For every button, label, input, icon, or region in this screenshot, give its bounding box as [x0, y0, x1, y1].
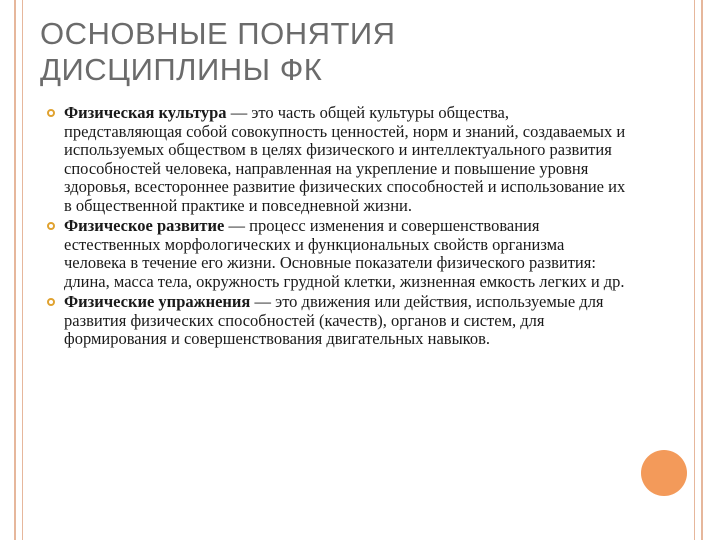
slide-title-line-1: ОСНОВНЫЕ ПОНЯТИЯ: [40, 16, 396, 51]
definition-term: Физические упражнения: [64, 292, 251, 311]
bullet-icon: [47, 222, 55, 230]
definition-text: — это движения или действия, используемые для развития физических способностей (качеств), органов и систем, для формирования и совершенствования двигательных навыков.: [64, 292, 604, 348]
definition-term: Физическое развитие: [64, 216, 225, 235]
definition-item: [46, 217, 626, 291]
definitions-list: [46, 104, 626, 351]
decorative-circle-icon: [641, 450, 687, 496]
definition-text: — это часть общей культуры общества, представляющая собой совокупность ценностей, норм и знаний, создаваемых и используемых обществом в целях физического и интеллектуального развития способностей человека, направленная на укрепление и повышение уровня здоровья, всестороннее развитие физических способностей и использование их в общественной практике и повседневной жизни.: [64, 103, 626, 215]
definition-item: [46, 293, 626, 349]
definition-text: — процесс изменения и совершенствования естественных морфологических и функциональных свойств организма человека в течение его жизни. Основные показатели физического развития: длина, масса тела, окружность грудной клетки, жизненная емкость легких и др.: [64, 216, 625, 291]
bullet-icon: [47, 109, 55, 117]
slide-title-line-2: ДИСЦИПЛИНЫ ФК: [40, 52, 323, 87]
bullet-icon: [47, 298, 55, 306]
definition-term: Физическая культура: [64, 103, 227, 122]
slide-title: [40, 16, 396, 88]
definition-item: [46, 104, 626, 215]
